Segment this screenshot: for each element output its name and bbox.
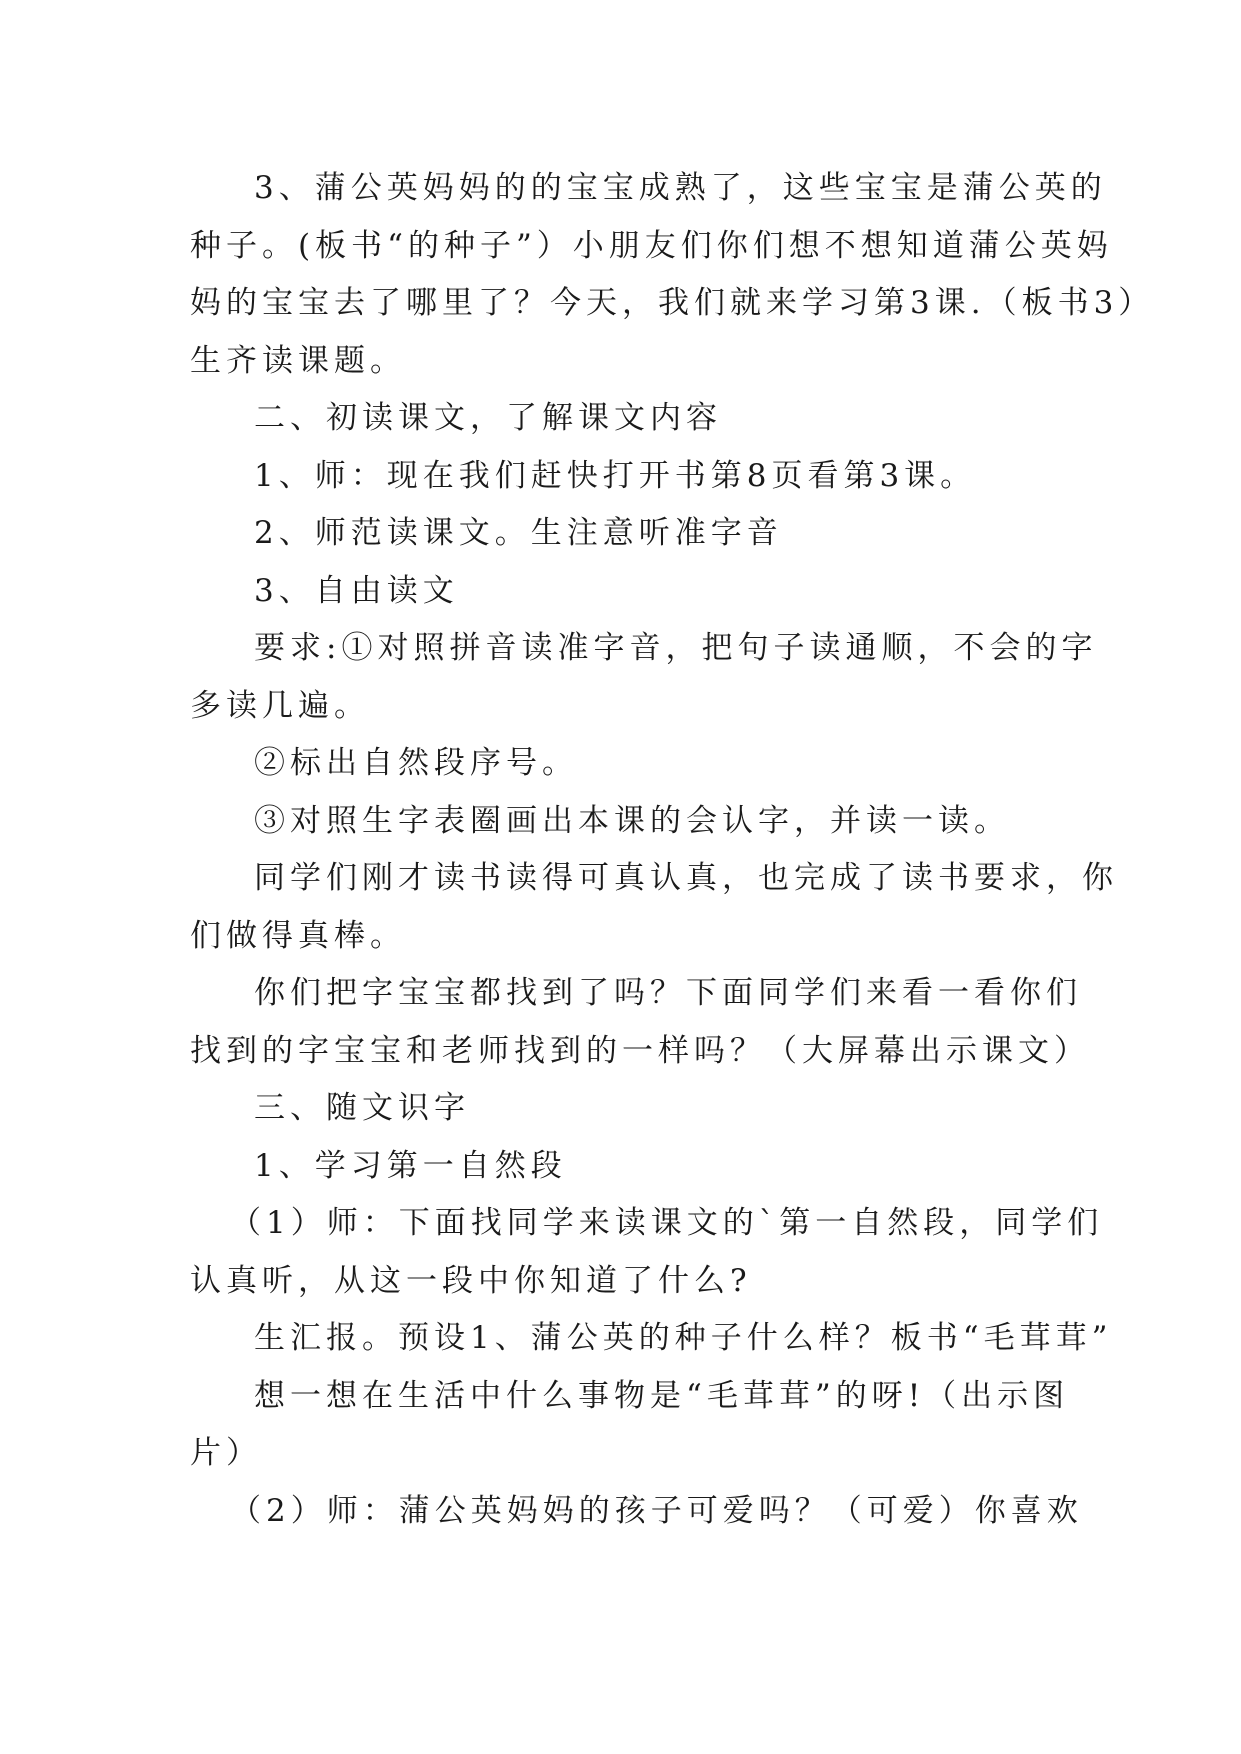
- paragraph-line: ②标出自然段序号。: [254, 745, 578, 781]
- paragraph-line: 妈的宝宝去了哪里了？今天，我们就来学习第3课.（板书3）: [190, 285, 1155, 321]
- document-page: [190, 160, 1155, 1540]
- paragraph-line: 种子。(板书“的种子”）小朋友们你们想不想知道蒲公英妈: [190, 227, 1113, 264]
- paragraph-line: 片）: [190, 1435, 262, 1471]
- section-heading: 三、随文识字: [254, 1090, 470, 1126]
- section-heading: 二、初读课文，了解课文内容: [254, 400, 722, 436]
- paragraph-line: 2、师范读课文。生注意听准字音: [254, 515, 783, 551]
- paragraph-line: 多读几遍。: [190, 687, 370, 724]
- paragraph-line: 你们把字宝宝都找到了吗？下面同学们来看一看你们: [254, 975, 1082, 1011]
- paragraph-line: （2）师：蒲公英妈妈的孩子可爱吗？（可爱）你喜欢: [230, 1492, 1083, 1529]
- paragraph-line: 们做得真棒。: [190, 917, 406, 954]
- paragraph-line: 生汇报。预设1、蒲公英的种子什么样？板书“毛茸茸”: [254, 1320, 1113, 1356]
- paragraph-line: ③对照生字表圈画出本课的会认字，并读一读。: [254, 802, 1010, 839]
- paragraph-line: 生齐读课题。: [190, 342, 406, 379]
- paragraph-line: 想一想在生活中什么事物是“毛茸茸”的呀!（出示图: [254, 1377, 1070, 1414]
- paragraph-line: 1、师：现在我们赶快打开书第8页看第3课。: [254, 457, 977, 494]
- paragraph-line: 同学们刚才读书读得可真认真，也完成了读书要求，你: [254, 860, 1118, 896]
- paragraph-line: （1）师：下面找同学来读课文的`第一自然段，同学们: [230, 1205, 1104, 1241]
- paragraph-line: 1、学习第一自然段: [254, 1147, 567, 1184]
- paragraph-line: 认真听，从这一段中你知道了什么?: [190, 1262, 752, 1299]
- paragraph-line: 3、自由读文: [254, 572, 459, 609]
- paragraph-line: 要求:①对照拼音读准字音，把句子读通顺，不会的字: [254, 630, 1098, 666]
- paragraph-line: 找到的字宝宝和老师找到的一样吗？（大屏幕出示课文）: [190, 1032, 1090, 1069]
- paragraph-line: 3、蒲公英妈妈的的宝宝成熟了，这些宝宝是蒲公英的: [254, 170, 1107, 206]
